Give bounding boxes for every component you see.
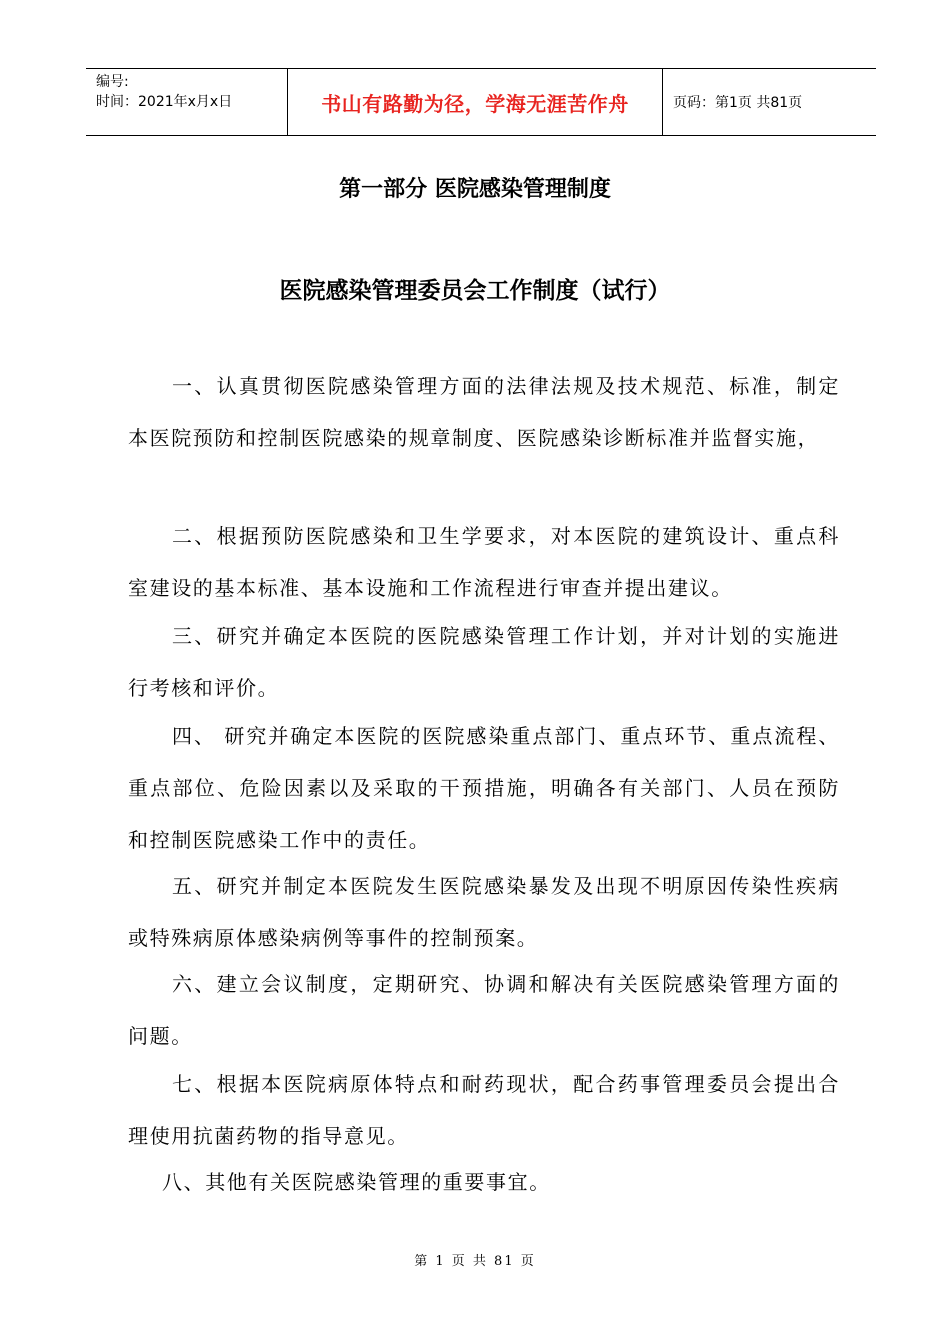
- header-motto: 书山有路勤为径，学海无涯苦作舟: [288, 69, 663, 135]
- section-title: 医院感染管理委员会工作制度（试行）: [279, 278, 671, 304]
- header-page-info: 页码：第1页 共81页: [673, 95, 803, 111]
- paragraph-4: 四、 研究并确定本医院的医院感染重点部门、重点环节、重点流程、重点部位、危险因素以及采取的干预措施，明确各有关部门、人员在预防和控制医院感染工作中的责任。: [128, 724, 840, 852]
- paragraph-5: 五、研究并制定本医院发生医院感染暴发及出现不明原因传染性疾病或特殊病原体感染病例等事件的控制预案。: [128, 874, 840, 950]
- part-title: 第一部分 医院感染管理制度: [339, 177, 611, 202]
- paragraph-8: 八、其他有关医院感染管理的重要事宜。: [162, 1170, 551, 1194]
- header-meta: [86, 69, 288, 135]
- time-label: 时间：2021年x月x日: [96, 94, 233, 110]
- paragraph-3: 三、研究并确定本医院的医院感染管理工作计划，并对计划的实施进行考核和评价。: [128, 624, 840, 700]
- paragraph-1: 一、认真贯彻医院感染管理方面的法律法规及技术规范、标准，制定本医院预防和控制医院感染的规章制度、医院感染诊断标准并监督实施，: [128, 374, 840, 450]
- page-footer: 第 1 页 共 81 页: [414, 1254, 536, 1269]
- paragraph-6: 六、建立会议制度，定期研究、协调和解决有关医院感染管理方面的问题。: [128, 972, 840, 1048]
- header-table: [86, 68, 876, 136]
- number-label: 编号:: [96, 74, 129, 90]
- paragraph-7: 七、根据本医院病原体特点和耐药现状，配合药事管理委员会提出合理使用抗菌药物的指导意见。: [128, 1072, 840, 1148]
- paragraph-2: 二、根据预防医院感染和卫生学要求，对本医院的建筑设计、重点科室建设的基本标准、基本设施和工作流程进行审查并提出建议。: [128, 524, 840, 600]
